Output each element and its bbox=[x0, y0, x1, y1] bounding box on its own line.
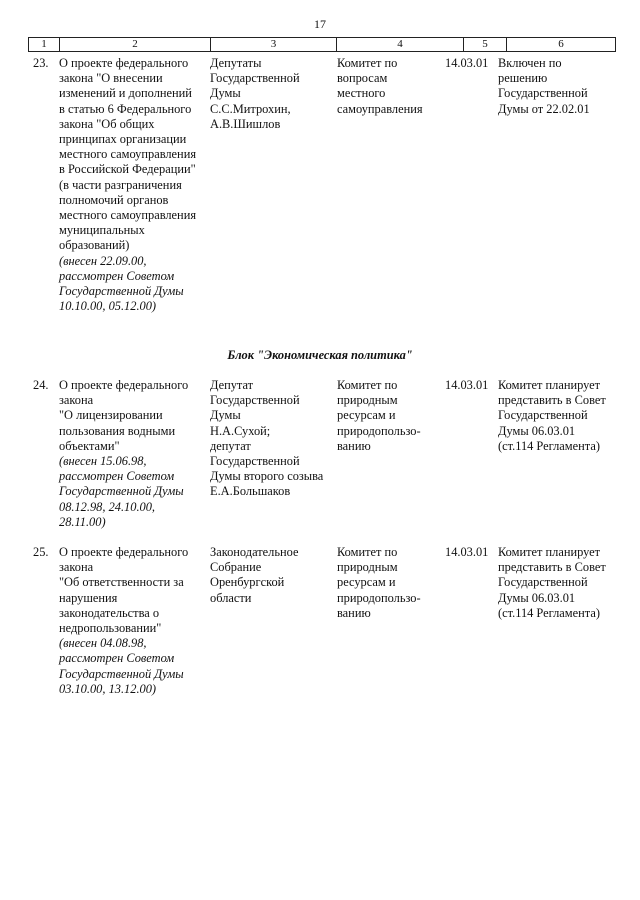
law-title-line: недропользовании" bbox=[59, 621, 162, 636]
status-line: Включен по bbox=[498, 56, 562, 70]
header-cell-2: 2 bbox=[60, 38, 211, 51]
date: 14.03.01 bbox=[445, 56, 489, 70]
committee-line: природным bbox=[337, 393, 398, 408]
law-title-line: О проекте федерального bbox=[59, 378, 189, 392]
status-line: Думы 06.03.01 bbox=[498, 423, 576, 438]
status-cell bbox=[498, 545, 618, 621]
date: 14.03.01 bbox=[445, 545, 489, 559]
status-line: Думы 06.03.01 bbox=[498, 590, 576, 605]
law-title-line: принципах организации bbox=[59, 132, 187, 147]
law-title-cell bbox=[59, 545, 209, 697]
author-cell bbox=[210, 545, 334, 606]
author-line: Думы второго созыва bbox=[210, 469, 324, 484]
submission-note-line: Государственной Думы bbox=[59, 666, 184, 681]
status-line: (ст.114 Регламента) bbox=[498, 438, 600, 453]
author-line: А.В.Шишлов bbox=[210, 116, 281, 131]
author-cell bbox=[210, 378, 334, 500]
author-line: депутат bbox=[210, 438, 251, 453]
law-title-line: изменений и дополнений bbox=[59, 86, 192, 101]
law-title-line: в Российской Федерации" bbox=[59, 162, 196, 177]
date-cell bbox=[445, 56, 495, 71]
law-title-line: нарушения bbox=[59, 590, 118, 605]
row-number-cell bbox=[33, 545, 57, 560]
author-line: Депутаты bbox=[210, 56, 262, 70]
law-title-line: О проекте федерального bbox=[59, 545, 189, 559]
author-line: области bbox=[210, 590, 252, 605]
author-line: Собрание bbox=[210, 560, 262, 575]
law-title-cell bbox=[59, 378, 209, 530]
author-line: Думы bbox=[210, 408, 241, 423]
submission-note-line: (внесен 04.08.98, bbox=[59, 636, 147, 651]
status-line: (ст.114 Регламента) bbox=[498, 605, 600, 620]
law-title-line: О проекте федерального bbox=[59, 56, 189, 70]
committee-line: природопользо- bbox=[337, 590, 421, 605]
submission-note-line: 03.10.00, 13.12.00) bbox=[59, 681, 157, 696]
law-title-line: (в части разграничения bbox=[59, 177, 182, 192]
submission-note-line: Государственной Думы bbox=[59, 284, 184, 299]
status-cell bbox=[498, 56, 618, 117]
submission-note-line: рассмотрен Советом bbox=[59, 651, 175, 666]
committee-line: природопользо- bbox=[337, 423, 421, 438]
row-number-cell bbox=[33, 378, 57, 393]
law-title-line: местного самоуправления bbox=[59, 208, 197, 223]
status-cell bbox=[498, 378, 618, 454]
header-cell-6: 6 bbox=[558, 38, 564, 50]
status-line: Комитет планирует bbox=[498, 378, 601, 392]
committee-line: Комитет по bbox=[337, 56, 398, 70]
law-title-line: законодательства о bbox=[59, 605, 160, 620]
status-line: Государственной bbox=[498, 86, 588, 101]
date: 14.03.01 bbox=[445, 378, 489, 392]
law-title-line: муниципальных bbox=[59, 223, 145, 238]
author-line: Депутат bbox=[210, 378, 254, 392]
row-number: 23. bbox=[33, 56, 49, 70]
header-cell-3: 3 bbox=[211, 38, 337, 51]
author-line: Государственной bbox=[210, 71, 300, 86]
header-cell-4: 4 bbox=[337, 38, 464, 51]
law-title-line: "О лицензировании bbox=[59, 408, 163, 423]
law-title-line: закона "О внесении bbox=[59, 71, 163, 86]
committee-line: Комитет по bbox=[337, 378, 398, 392]
submission-note-line: Государственной Думы bbox=[59, 484, 184, 499]
row-number-cell bbox=[33, 56, 57, 71]
law-title-line: местного самоуправления bbox=[59, 147, 197, 162]
submission-note-line: рассмотрен Советом bbox=[59, 268, 175, 283]
law-title-line: образований) bbox=[59, 238, 130, 253]
date-cell bbox=[445, 545, 495, 560]
row-number: 25. bbox=[33, 545, 49, 559]
author-line: С.С.Митрохин, bbox=[210, 101, 291, 116]
date-cell bbox=[445, 378, 495, 393]
author-line: Государственной bbox=[210, 454, 300, 469]
law-title-line: полномочий органов bbox=[59, 192, 169, 207]
table-header bbox=[28, 37, 616, 52]
law-title-line: пользования водными bbox=[59, 423, 176, 438]
status-line: Думы от 22.02.01 bbox=[498, 101, 590, 116]
author-line: Государственной bbox=[210, 393, 300, 408]
committee-line: самоуправления bbox=[337, 101, 423, 116]
author-line: Думы bbox=[210, 86, 241, 101]
header-cell-1: 1 bbox=[29, 38, 60, 51]
status-line: представить в Совет bbox=[498, 560, 606, 575]
submission-note-line: (внесен 15.06.98, bbox=[59, 454, 147, 469]
submission-note-line: 28.11.00) bbox=[59, 514, 106, 529]
committee-line: ресурсам и bbox=[337, 408, 396, 423]
committee-line: вопросам bbox=[337, 71, 388, 86]
row-number: 24. bbox=[33, 378, 49, 392]
submission-note-line: 10.10.00, 05.12.00) bbox=[59, 299, 157, 314]
submission-note-line: (внесен 22.09.00, bbox=[59, 253, 147, 268]
committee-line: ванию bbox=[337, 438, 371, 453]
committee-line: природным bbox=[337, 560, 398, 575]
law-title-line: объектами" bbox=[59, 438, 120, 453]
law-title-line: "Об ответственности за bbox=[59, 575, 184, 590]
committee-cell bbox=[337, 545, 445, 621]
status-line: Государственной bbox=[498, 575, 588, 590]
law-title-line: закона "Об общих bbox=[59, 116, 155, 131]
author-line: Оренбургской bbox=[210, 575, 285, 590]
author-cell bbox=[210, 56, 334, 132]
law-title-cell bbox=[59, 56, 209, 314]
author-line: Законодательное bbox=[210, 545, 299, 559]
status-line: представить в Совет bbox=[498, 393, 606, 408]
law-title-line: в статью 6 Федерального bbox=[59, 101, 192, 116]
status-line: Государственной bbox=[498, 408, 588, 423]
author-line: Н.А.Сухой; bbox=[210, 423, 271, 438]
submission-note-line: рассмотрен Советом bbox=[59, 469, 175, 484]
law-title-line: закона bbox=[59, 393, 94, 408]
author-line: Е.А.Большаков bbox=[210, 484, 291, 499]
committee-line: ванию bbox=[337, 605, 371, 620]
committee-cell bbox=[337, 56, 445, 117]
page-number: 17 bbox=[314, 17, 326, 31]
committee-cell bbox=[337, 378, 445, 454]
block-title: Блок "Экономическая политика" bbox=[227, 348, 413, 362]
status-line: решению bbox=[498, 71, 548, 86]
submission-note-line: 08.12.98, 24.10.00, bbox=[59, 499, 156, 514]
law-title-line: закона bbox=[59, 560, 94, 575]
committee-line: Комитет по bbox=[337, 545, 398, 559]
committee-line: местного bbox=[337, 86, 386, 101]
committee-line: ресурсам и bbox=[337, 575, 396, 590]
header-cell-5: 5 bbox=[464, 38, 507, 51]
status-line: Комитет планирует bbox=[498, 545, 601, 559]
